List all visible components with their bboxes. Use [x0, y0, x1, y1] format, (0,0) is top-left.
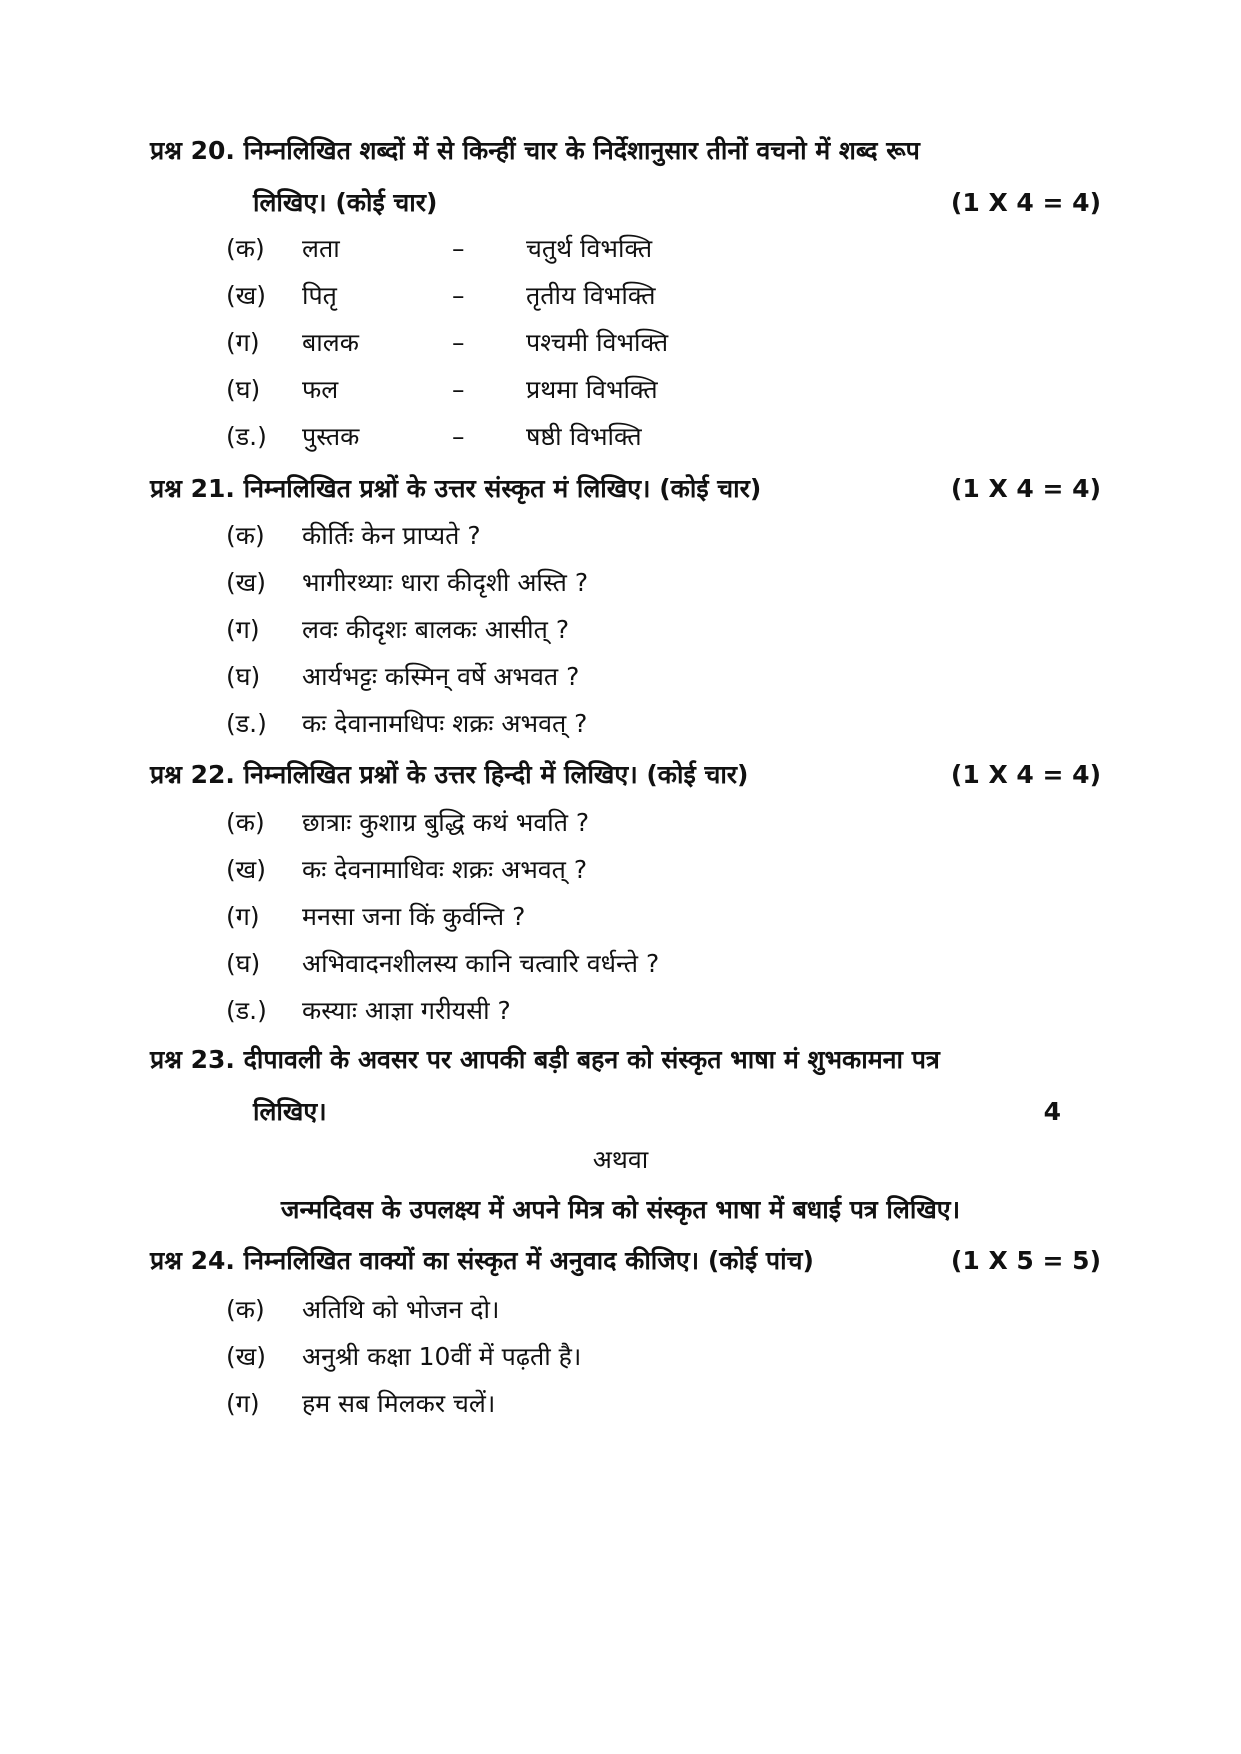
- item-label: (ग): [226, 615, 260, 644]
- item-label: (क): [226, 234, 265, 263]
- item-text: कीर्तिः केन प्राप्यते ?: [302, 521, 481, 550]
- q21-marks: (1 X 4 = 4): [950, 474, 1101, 503]
- item-word: फल: [302, 375, 339, 404]
- item-label: (ग): [226, 328, 260, 357]
- item-label: (क): [226, 521, 265, 550]
- question-20: [150, 134, 1101, 217]
- item-label: (क): [226, 808, 265, 837]
- item-text: हम सब मिलकर चलें।: [302, 1389, 496, 1418]
- q23-or: अथवा: [592, 1145, 649, 1174]
- item-dash: –: [452, 328, 465, 357]
- item-label: (ख): [226, 568, 266, 597]
- item-word: लता: [302, 234, 340, 263]
- item-vibhakti: षष्ठी विभक्ति: [526, 422, 642, 451]
- q22-title: प्रश्न 22. निम्नलिखित प्रश्नों के उत्तर हिन्दी में लिखिए। (कोई चार): [150, 760, 749, 789]
- item-text: मनसा जना किं कुर्वन्ति ?: [302, 902, 526, 931]
- item-word: पुस्तक: [302, 422, 360, 451]
- item-label: (ड.): [226, 996, 267, 1025]
- item-label: (ग): [226, 1389, 260, 1418]
- item-text: अनुश्री कक्षा 10वीं में पढ़ती है।: [302, 1342, 582, 1371]
- item-word: पितृ: [302, 281, 337, 310]
- item-label: (ख): [226, 1342, 266, 1371]
- q23-alternative: जन्मदिवस के उपलक्ष्य में अपने मित्र को संस्कृत भाषा में बधाई पत्र लिखिए।: [280, 1195, 961, 1224]
- q20-marks: (1 X 4 = 4): [950, 188, 1101, 217]
- item-label: (ख): [226, 855, 266, 884]
- item-text: कस्याः आज्ञा गरीयसी ?: [302, 996, 511, 1025]
- item-vibhakti: पश्चमी विभक्ति: [526, 328, 669, 357]
- question-22: [150, 758, 1101, 792]
- item-text: कः देवानामधिपः शक्रः अभवत् ?: [302, 709, 588, 738]
- item-label: (घ): [226, 662, 261, 691]
- q23-line2: लिखिए।: [253, 1097, 327, 1126]
- q21-title: प्रश्न 21. निम्नलिखित प्रश्नों के उत्तर संस्कृत मं लिखिए। (कोई चार): [150, 474, 762, 503]
- item-label: (ड.): [226, 709, 267, 738]
- q23-line1: प्रश्न 23. दीपावली के अवसर पर आपकी बड़ी बहन को संस्कृत भाषा मं शुभकामना पत्र: [150, 1045, 940, 1074]
- item-label: (ख): [226, 281, 266, 310]
- item-text: अतिथि को भोजन दो।: [302, 1295, 500, 1324]
- q20-line2: लिखिए। (कोई चार): [253, 188, 438, 217]
- q23-marks: 4: [1043, 1097, 1061, 1126]
- item-label: (घ): [226, 375, 261, 404]
- item-dash: –: [452, 234, 465, 263]
- item-vibhakti: तृतीय विभक्ति: [526, 281, 656, 310]
- item-text: छात्राः कुशाग्र बुद्धि कथं भवति ?: [302, 808, 590, 837]
- q24-title: प्रश्न 24. निम्नलिखित वाक्यों का संस्कृत में अनुवाद कीजिए। (कोई पांच): [150, 1246, 814, 1275]
- question-24: [150, 1244, 1101, 1278]
- item-text: आर्यभट्टः कस्मिन् वर्षे अभवत ?: [302, 662, 580, 691]
- item-label: (ड.): [226, 422, 267, 451]
- item-text: भागीरथ्याः धारा कीदृशी अस्ति ?: [302, 568, 589, 597]
- item-vibhakti: प्रथमा विभक्ति: [526, 375, 658, 404]
- item-label: (क): [226, 1295, 265, 1324]
- q22-marks: (1 X 4 = 4): [950, 760, 1101, 789]
- q24-marks: (1 X 5 = 5): [950, 1246, 1101, 1275]
- item-label: (ग): [226, 902, 260, 931]
- item-word: बालक: [302, 328, 359, 357]
- q20-line1: प्रश्न 20. निम्नलिखित शब्दों में से किन्हीं चार के निर्देशानुसार तीनों वचनो में शब्द रूप: [150, 136, 920, 165]
- question-21: [150, 472, 1101, 506]
- item-dash: –: [452, 422, 465, 451]
- item-label: (घ): [226, 949, 261, 978]
- question-23: [150, 1043, 1101, 1126]
- item-dash: –: [452, 281, 465, 310]
- item-text: कः देवनामाधिवः शक्रः अभवत् ?: [302, 855, 588, 884]
- item-text: अभिवादनशीलस्य कानि चत्वारि वर्धन्ते ?: [302, 949, 660, 978]
- item-vibhakti: चतुर्थ विभक्ति: [526, 234, 653, 263]
- item-text: लवः कीदृशः बालकः आसीत् ?: [302, 615, 570, 644]
- item-dash: –: [452, 375, 465, 404]
